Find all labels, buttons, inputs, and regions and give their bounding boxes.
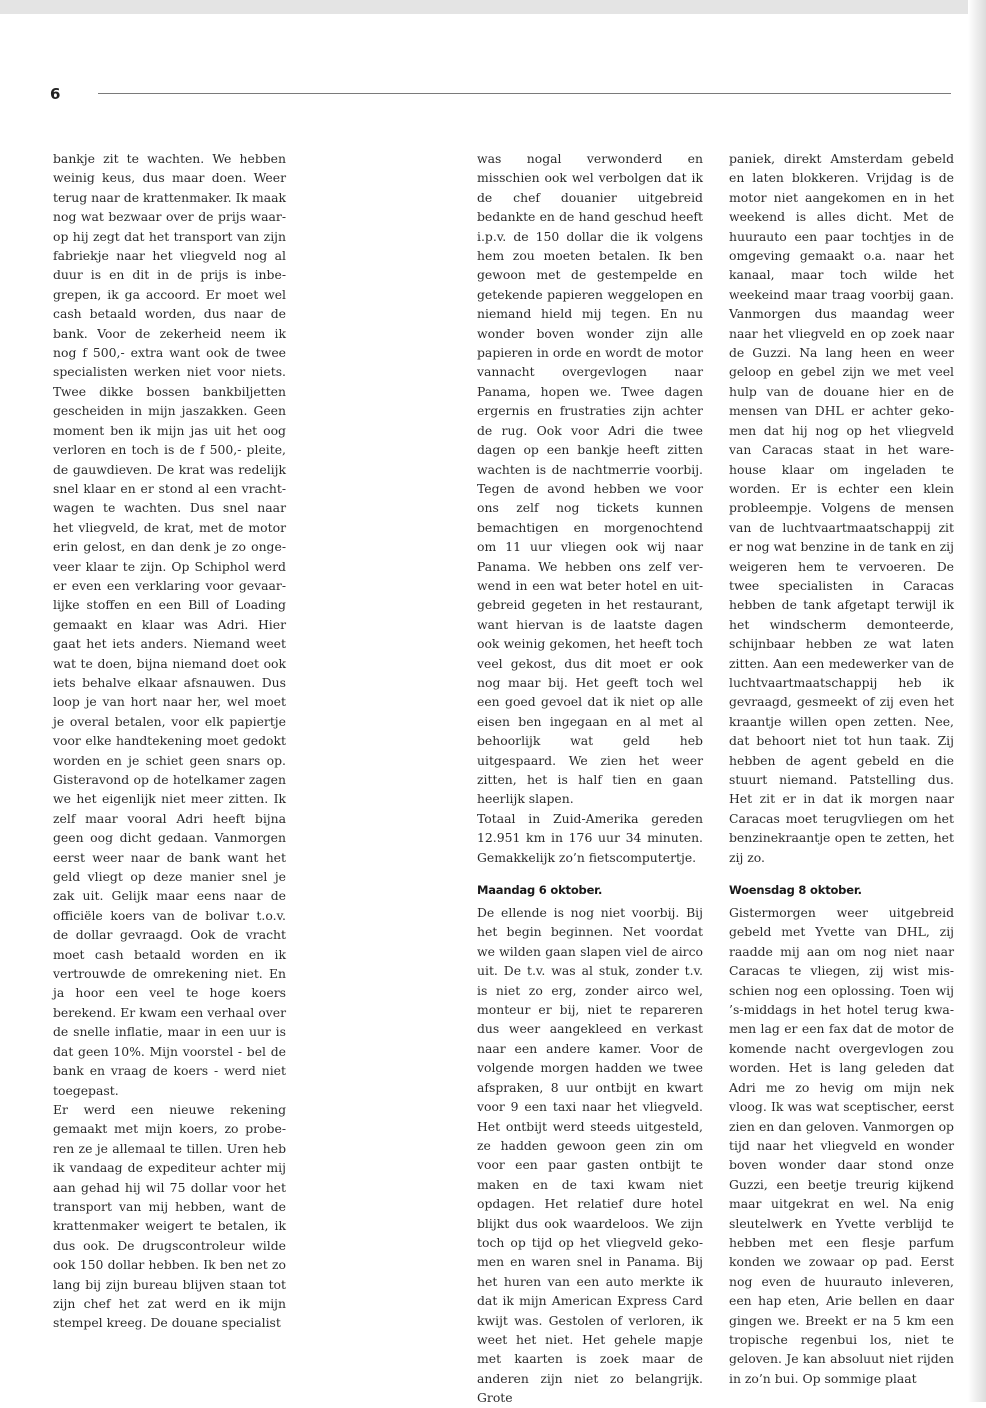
scan-top-edge bbox=[0, 0, 986, 14]
paragraph: De ellende is nog niet voorbij. Bij het begin beginnen. Net voordat we wilden gaan slapen viel de airco uit. De t.v. was al stuk, zonder t.v. is niet zo erg, zonder airco wel, monteur er bij, niet te repareren dus weer aangekleed en verkast naar een andere kamer. Voor de volgende morgen hadden we twee afspraken, 8 uur ontbijt en kwart voor 9 een taxi naar het vliegveld. Het ontbijt werd steeds uitgesteld, ze hadden gewoon geen zin om voor een paar gasten ontbijt te maken en de taxi kwam niet opdagen. Het relatief dure hotel blijkt dus ook waardeloos. We zijn toch op tijd op het vliegveld gekomen en waren snel in Panama. Bij het huren van een auto merkte ik dat ik mijn American Express Card kwijt was. Gestolen of verloren, ik weet het niet. Het gehele mapje met kaarten is zoek maar de anderen zijn niet zo belangrijk. Grote bbox=[477, 905, 703, 1406]
paragraph: Totaal in Zuid-Amerika gereden 12.951 km in 176 uur 34 minuten. Gemakkelijk zo’n fietscomputertje. bbox=[477, 810, 703, 865]
text-column-2 bbox=[477, 149, 703, 1408]
paragraph: Er werd een nieuwe rekening gemaakt met mijn koers, zo proberen ze je allemaal te tillen. Uren heb ik vandaag de expediteur achter mij aan gehad hij wil 75 dollar voor het transport van mij hebben, want de krattenmaker weigert te betalen, ik dus ook. De drugscontroleur wilde ook 150 dollar hebben. Ik ben net zo lang bij zijn bureau blijven staan tot zijn chef het zat werd en ik mijn stempel kreeg. De douane specialist bbox=[53, 1101, 286, 1331]
header-rule bbox=[98, 93, 951, 94]
text-column-1 bbox=[53, 149, 286, 1333]
text-column-3 bbox=[729, 149, 954, 1388]
section-heading-maandag: Maandag 6 oktober. bbox=[477, 883, 603, 898]
scan-right-edge bbox=[968, 0, 986, 1402]
page-number: 6 bbox=[50, 85, 61, 103]
paragraph: Gistermorgen weer uitgebreid gebeld met Yvette van DHL, zij raadde mij aan om nog niet naar Caracas te vliegen, zij wist misschien nog een oplossing. Toen wij ’s-middags in het hotel terug kwamen lag er een fax dat de motor de komende nacht overgevlogen zou worden. Het is lang geleden dat Adri me zo hevig om mijn nek vloog. Ik was wat sceptischer, eerst zien en dan geloven. Vanmorgen op tijd naar het vliegveld en wonder boven wonder daar stond onze Guzzi, een beetje treurig kijkend maar uitgekrat en wel. Na enig sleutelwerk en Yvette verblijd te hebben met een flesje parfum konden we zowaar op pad. Eerst nog even de huurauto inleveren, een hap eten, Arie bellen en daar gingen we. Breekt er na 5 km een tropische regenbui los, niet te geloven. Je kan absoluut niet rijden in zo’n bui. Op sommige plaat bbox=[729, 905, 954, 1386]
section-heading-woensdag: Woensdag 8 oktober. bbox=[729, 883, 862, 898]
paragraph: paniek, direkt Amsterdam gebeld en laten blokkeren. Vrijdag is de motor niet aangekomen en in het weekend is alles dicht. Met de huurauto een paar tochtjes in de omgeving gemaakt o.a. naar het kanaal, maar toch wilde het weekeind maar traag voorbij gaan. Vanmorgen dus maandag weer naar het vliegveld en op zoek naar de Guzzi. Na lang heen en weer geloop en gebel zijn we met veel hulp van de douane hier en de mensen van DHL er achter gekomen dat hij nog op het vliegveld van Caracas staat in het ware-house klaar om ingeladen te worden. Er is echter een klein probleempje. Volgens de mensen van de luchtvaartmaatschappij zit er nog wat benzine in de tank en zij weigeren hem te vervoeren. De twee specialisten in Caracas hebben de tank afgetapt terwijl ik het windscherm demonteerde, schijnbaar hebben ze wat laten zitten. Aan een medewerker van de luchtvaartmaatschappij heb ik gevraagd, gesmeekt of zij even het kraantje willen open zetten. Nee, dat behoort niet tot hun taak. Zij hebben de agent gebeld en die stuurt niemand. Patstelling dus. Het zit er in dat ik morgen naar Caracas moet terugvliegen om het benzinekraantje open te zetten, het zij zo. bbox=[729, 151, 954, 865]
paragraph: was nogal verwonderd en misschien ook wel verbolgen dat ik de chef douanier uitgebreid bedankte en de hand geschud heeft i.p.v. de 150 dollar die ik volgens hem zou moeten betalen. Ik ben gewoon met de gestempelde en getekende papieren weggelopen en niemand hield mij tegen. En nu wonder boven wonder zijn alle papieren in orde en wordt de motor vannacht overgevlogen naar Panama, hopen we. Twee dagen ergernis en frustraties zijn achter de rug. Ook voor Adri die twee dagen op een bankje heeft zitten wachten is de nachtmerrie voorbij. Tegen de avond hebben we voor ons zelf nog tickets kunnen bemachtigen en morgenochtend om 11 uur vliegen ook wij naar Panama. We hebben ons zelf verwend in een wat beter hotel en uitgebreid gegeten in het restaurant, want hiervan is de laatste dagen ook weinig gekomen, het heeft toch veel gekost, dus dit moet er ook nog maar bij. Het geeft toch wel een goed gevoel dat ik niet op alle eisen ben ingegaan en al met al behoorlijk wat geld heb uitgespaard. We zien het weer zitten, het is half tien en gaan heerlijk slapen. bbox=[477, 151, 703, 807]
paragraph: bankje zit te wachten. We hebben weinig keus, dus maar doen. Weer terug naar de krattenmaker. Ik maak nog wat bezwaar over de prijs waarop hij zegt dat het transport van zijn fabriekje naar het vliegveld nog al duur is en dit in de prijs is inbegrepen, ik ga accoord. Er moet wel cash betaald worden, dus naar de bank. Voor de zekerheid neem ik nog f 500,- extra want ook de twee specialisten werken niet voor niets. Twee dikke bossen bankbiljetten gescheiden in mijn jaszakken. Geen moment ben ik mijn jas uit het oog verloren en toch is de f 500,- pleite, de gauwdieven. De krat was redelijk snel klaar en er stond al een vrachtwagen te wachten. Dus snel naar het vliegveld, de krat, met de motor erin gelost, en dan denk je zo ongeveer klaar te zijn. Op Schiphol werd er even een verklaring voor gevaarlijke stoffen en een Bill of Loading gemaakt en klaar was Adri. Hier gaat het iets anders. Niemand weet wat te doen, bijna niemand doet ook iets behalve elkaar afsnauwen. Dus loop je van hort naar her, wel moet je overal betalen, voor elk papiertje voor elke handtekening moet gedokt worden en je schiet geen snars op. Gisteravond op de hotelkamer zagen we het eigenlijk niet meer zitten. Ik zelf maar vooral Adri heeft bijna geen oog dicht gedaan. Vanmorgen eerst weer naar de bank want het geld vliegt op deze manier snel je zak uit. Gelijk maar eens naar de officiële koers van de bolivar t.o.v. de dollar gevraagd. Ook de vracht moet cash betaald worden en ik vertrouwde de omrekening niet. En ja hoor een veel te hoge koers berekend. Er kwam een verhaal over de snelle inflatie, maar in een uur is dat geen 10%. Mijn voorstel - bel de bank en vraag de koers - werd niet toegepast. bbox=[53, 151, 286, 1098]
